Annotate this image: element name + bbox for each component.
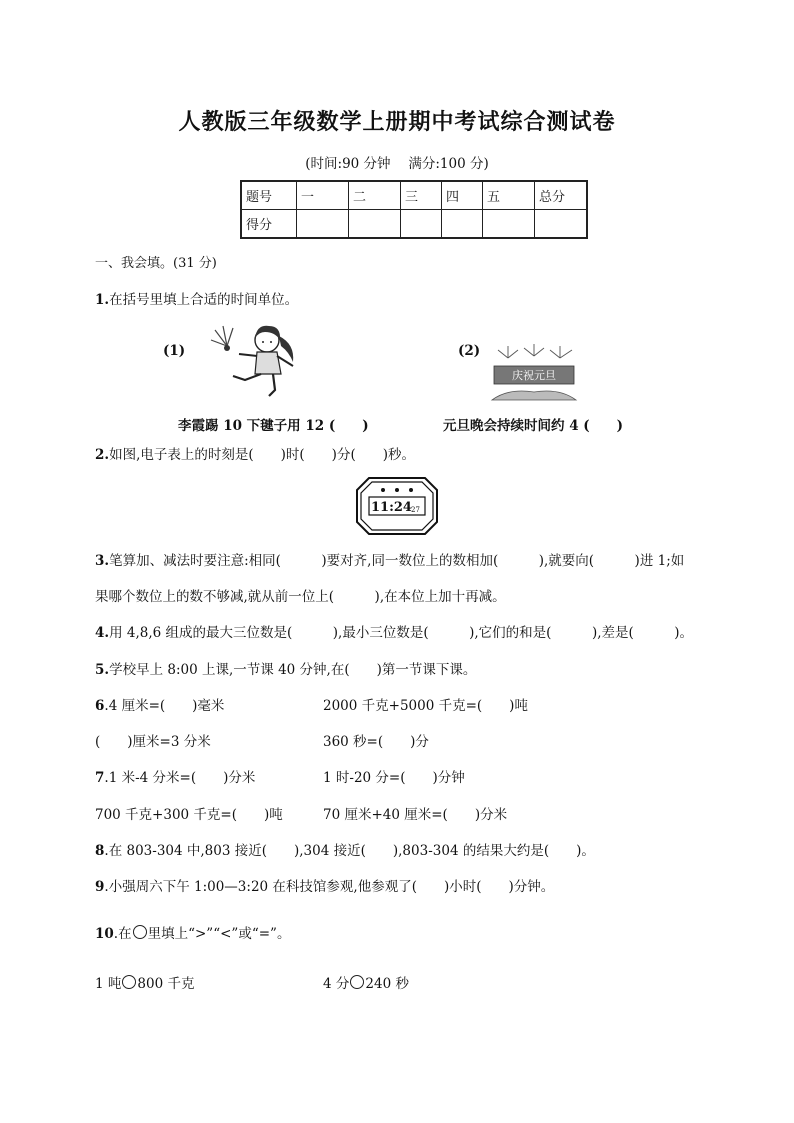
table-cell: 二 bbox=[349, 181, 401, 210]
section-heading: 一、我会填。(31 分) bbox=[95, 256, 217, 271]
question-3-continued: 果哪个数位上的数不够减,就从前一位上( ),在本位上加十再减。 bbox=[95, 589, 506, 605]
question-6c: ( )厘米=3 分米 bbox=[95, 734, 211, 750]
question-number: 10 bbox=[95, 926, 114, 942]
question-6a bbox=[95, 694, 224, 714]
table-cell: 总分 bbox=[535, 181, 588, 210]
question-10 bbox=[95, 922, 290, 942]
question-text: .1 米-4 分米=( )分米 bbox=[104, 770, 256, 786]
fireworks-celebration-illustration bbox=[488, 344, 580, 402]
banner-text: 庆祝元旦 bbox=[512, 369, 556, 382]
question-2 bbox=[95, 443, 415, 463]
table-cell[interactable] bbox=[483, 210, 535, 239]
compare-right: 240 秒 bbox=[365, 976, 409, 992]
score-table bbox=[240, 180, 588, 239]
table-cell: 一 bbox=[297, 181, 349, 210]
table-cell[interactable] bbox=[401, 210, 442, 239]
table-cell: 四 bbox=[442, 181, 483, 210]
exam-info: (时间:90 分钟 满分:100 分) bbox=[305, 156, 489, 172]
question-text: .小强周六下午 1:00—3:20 在科技馆参观,他参观了( )小时( )分钟。 bbox=[104, 879, 555, 895]
clock-time: 11:24 bbox=[371, 500, 412, 515]
sub-label: (1) bbox=[163, 343, 186, 359]
question-number: 8 bbox=[95, 843, 105, 859]
compare-left: 4 分 bbox=[323, 976, 350, 992]
table-cell[interactable] bbox=[349, 210, 401, 239]
circle-blank-icon[interactable] bbox=[350, 975, 364, 989]
question-text: 用 4,8,6 组成的最大三位数是( ),最小三位数是( ),它们的和是( ),差是( )。 bbox=[109, 625, 694, 641]
table-cell: 三 bbox=[401, 181, 442, 210]
clock-seconds: 27 bbox=[411, 506, 420, 514]
compare-left: 1 吨 bbox=[95, 976, 122, 992]
question-text: 如图,电子表上的时刻是( )时( )分( )秒。 bbox=[109, 447, 415, 463]
question-3 bbox=[95, 549, 684, 569]
digital-clock-illustration bbox=[355, 476, 439, 536]
circle-blank-icon bbox=[133, 925, 147, 939]
question-text: .在 bbox=[113, 926, 132, 942]
table-cell: 五 bbox=[483, 181, 535, 210]
question-number: 4. bbox=[95, 625, 110, 641]
question-text: .4 厘米=( )毫米 bbox=[104, 698, 225, 714]
question-8 bbox=[95, 839, 595, 859]
table-cell[interactable] bbox=[442, 210, 483, 239]
question-7a bbox=[95, 766, 255, 786]
question-7b: 1 时-20 分=( )分钟 bbox=[323, 770, 465, 786]
question-number: 1. bbox=[95, 292, 110, 308]
sub-caption: 元旦晚会持续时间约 4 ( ) bbox=[443, 418, 624, 434]
question-number: 9 bbox=[95, 879, 105, 895]
table-cell[interactable] bbox=[535, 210, 588, 239]
question-10a bbox=[95, 972, 194, 992]
question-5 bbox=[95, 658, 476, 678]
question-text: 里填上“>”“<”或“=”。 bbox=[147, 926, 291, 942]
question-number: 2. bbox=[95, 447, 110, 463]
girl-kicking-shuttlecock-illustration bbox=[205, 318, 305, 400]
question-number: 6 bbox=[95, 698, 105, 714]
question-1 bbox=[95, 288, 298, 308]
question-9 bbox=[95, 875, 554, 895]
question-7c: 700 千克+300 千克=( )吨 bbox=[95, 807, 283, 823]
table-row bbox=[241, 210, 587, 239]
table-cell: 题号 bbox=[241, 181, 297, 210]
question-6b: 2000 千克+5000 千克=( )吨 bbox=[323, 698, 528, 714]
table-cell: 得分 bbox=[241, 210, 297, 239]
table-cell[interactable] bbox=[297, 210, 349, 239]
question-text: 笔算加、减法时要注意:相同( )要对齐,同一数位上的数相加( ),就要向( )进 1;如 bbox=[109, 553, 685, 569]
question-number: 7 bbox=[95, 770, 105, 786]
question-number: 5. bbox=[95, 662, 110, 678]
question-text: .在 803-304 中,803 接近( ),304 接近( ),803-304 的结果大约是( )。 bbox=[104, 843, 595, 859]
question-text: 在括号里填上合适的时间单位。 bbox=[109, 292, 299, 308]
table-row bbox=[241, 181, 587, 210]
sub-label: (2) bbox=[458, 343, 481, 359]
question-6d: 360 秒=( )分 bbox=[323, 734, 429, 750]
question-number: 3. bbox=[95, 553, 110, 569]
compare-right: 800 千克 bbox=[137, 976, 195, 992]
question-4 bbox=[95, 621, 693, 641]
question-7d: 70 厘米+40 厘米=( )分米 bbox=[323, 807, 508, 823]
question-text: 学校早上 8:00 上课,一节课 40 分钟,在( )第一节课下课。 bbox=[109, 662, 477, 678]
page-title: 人教版三年级数学上册期中考试综合测试卷 bbox=[178, 109, 616, 135]
sub-caption: 李霞踢 10 下毽子用 12 ( ) bbox=[178, 418, 369, 434]
question-10b bbox=[323, 972, 409, 992]
circle-blank-icon[interactable] bbox=[122, 975, 136, 989]
